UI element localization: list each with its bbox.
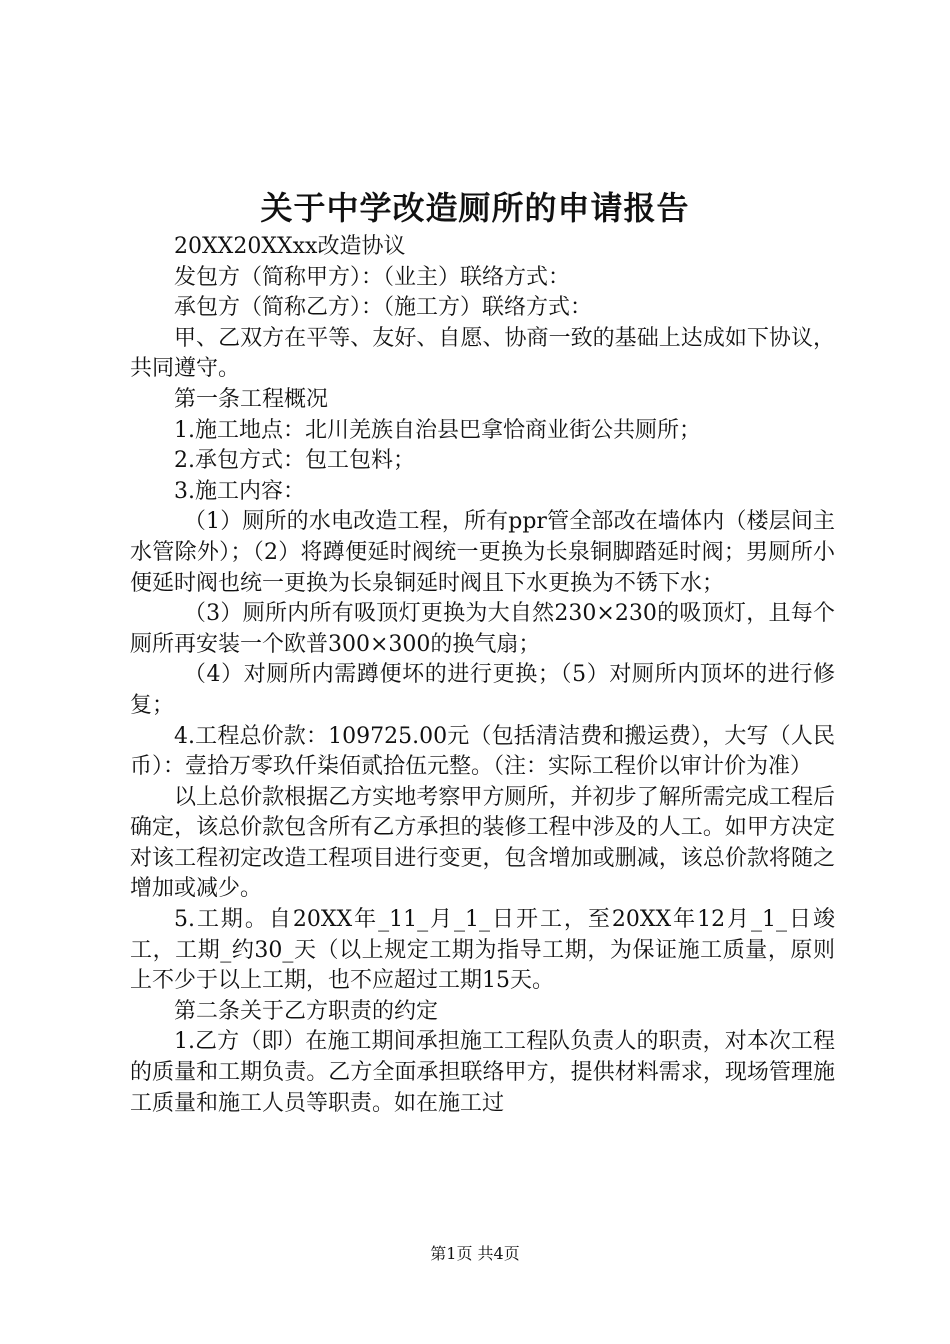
paragraph-party-b: 承包方（简称乙方）：（施工方）联络方式： [174, 295, 593, 321]
paragraph-total-price: 4.工程总价款：109725.00元（包括清洁费和搬运费），大写（人民币）：壹拾万零玖仟柒佰贰拾伍元整。（注：实际工程价以审计价为准） [130, 723, 835, 780]
paragraph-schedule: 5.工期。自20XX年_11_月_1_日开工，至20XX年12月_1_日竣工，工期_约30_天（以上规定工期为指导工期，为保证施工质量，原则上不少于以上工期，也不应超过工期15天。 [130, 907, 835, 994]
paragraph-work-item-4-5: （4）对厕所内需蹲便坏的进行更换；（5）对厕所内顶坏的进行修复； [130, 662, 835, 718]
paragraph-work-item-3: （3）厕所内所有吸顶灯更换为大自然230×230的吸顶灯，且每个厕所再安装一个欧普300×300的换气扇； [130, 601, 835, 657]
paragraph-party-b-duties: 1.乙方（即）在施工期间承担施工工程队负责人的职责，对本次工程的质量和工期负责。乙方全面承担联络甲方，提供材料需求，现场管理施工质量和施工人员等职责。如在施工过 [130, 1029, 835, 1116]
paragraph-price-note: 以上总价款根据乙方实地考察甲方厕所，并初步了解所需完成工程后确定，该总价款包含所有乙方承担的装修工程中涉及的人工。如甲方决定对该工程初定改造工程项目进行变更，包含增加或删减，该总价款将随之增加或减少。 [130, 784, 835, 902]
paragraph-agreement-heading: 20XX20XXxx改造协议 [174, 234, 406, 259]
paragraph-work-item-1-2: （1）厕所的水电改造工程，所有ppr管全部改在墙体内（楼层间主水管除外）；（2）将蹲便延时阀统一更换为长泉铜脚踏延时阀；男厕所小便延时阀也统一更换为长泉铜延时阀且下水更换为不锈下水； [130, 509, 835, 596]
paragraph-site-location: 1.施工地点：北川羌族自治县巴拿恰商业街公共厕所； [174, 417, 701, 443]
document-body [130, 232, 835, 1119]
page-footer: 第1页 共4页 [430, 1244, 520, 1263]
paragraph-article-2-heading: 第二条关于乙方职责的约定 [174, 998, 439, 1024]
paragraph-work-content-heading: 3.施工内容： [174, 478, 305, 504]
paragraph-contract-method: 2.承包方式：包工包料； [174, 448, 415, 474]
paragraph-agreement-intro: 甲、乙双方在平等、友好、自愿、协商一致的基础上达成如下协议，共同遵守。 [130, 325, 835, 382]
page-title: 关于中学改造厕所的申请报告 [260, 189, 690, 227]
paragraph-article-1-heading: 第一条工程概况 [174, 386, 329, 412]
paragraph-party-a: 发包方（简称甲方）：（业主）联络方式： [174, 264, 571, 290]
